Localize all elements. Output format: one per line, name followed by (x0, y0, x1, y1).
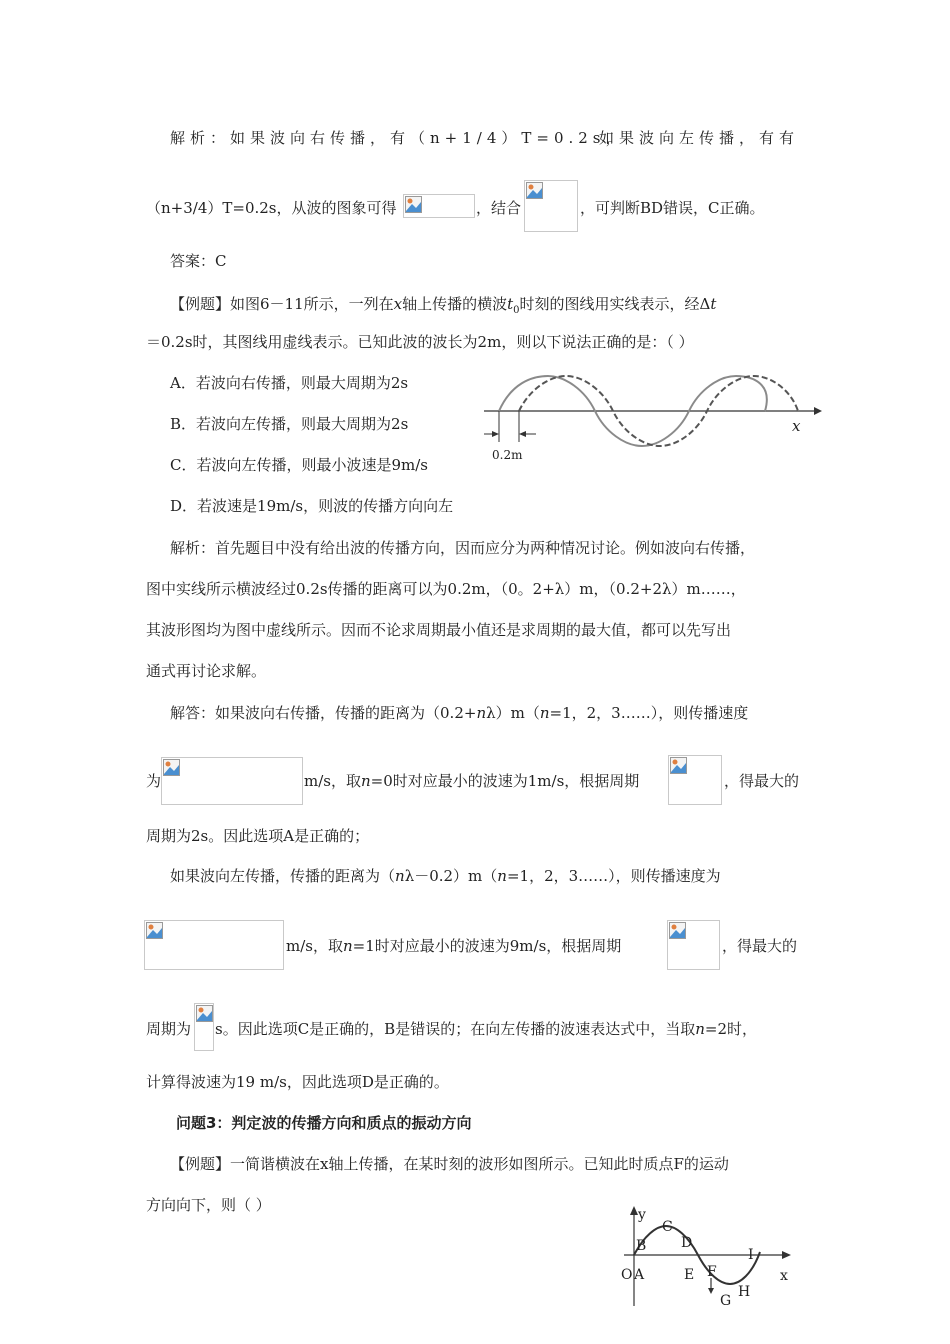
solution-line-2a: 为 (146, 772, 162, 790)
option-b: B．若波向左传播，则最大周期为2s (170, 415, 409, 433)
answer-line: 答案：C (170, 252, 227, 270)
option-a: A．若波向右传播，则最大周期为2s (170, 374, 409, 392)
solution-line-6b: s。因此选项C是正确的，B是错误的；在向左传播的波速表达式中，当取n=2时， (215, 1020, 757, 1038)
point-b-label: B (636, 1238, 647, 1254)
gap-label: 0.2m (492, 448, 523, 462)
point-a-label: A (634, 1267, 645, 1283)
question-3-heading: 问题3：判定波的传播方向和质点的振动方向 (176, 1114, 472, 1132)
broken-image-icon (405, 196, 422, 213)
point-h-label: H (738, 1284, 751, 1300)
x-axis-label: x (792, 417, 801, 435)
solution-line-7: 计算得波速为19 m/s，因此选项D是正确的。 (146, 1073, 449, 1091)
broken-image-icon (526, 182, 543, 199)
option-d: D．若波速是19m/s，则波的传播方向向左 (170, 497, 454, 515)
x-axis-arrow (782, 1251, 791, 1259)
analysis-2-line-1: 解析：首先题目中没有给出波的传播方向，因而应分为两种情况讨论。例如波向右传播， (170, 539, 756, 557)
analysis-line-1: 解析：如果波向右传播，有（n+1/4）T=0.2s， (170, 129, 626, 147)
example-2-line-2: 方向向下，则（ ） (146, 1196, 271, 1214)
point-f-label: F (707, 1264, 717, 1280)
broken-image-icon (669, 922, 686, 939)
point-d-label: D (681, 1235, 693, 1251)
example-1-line-1: 【例题】如图6－11所示，一列在x轴上传播的横波$t_0$时刻的图线用实线表示，经Δt (170, 295, 717, 316)
analysis-2-line-4: 通式再讨论求解。 (146, 662, 267, 680)
x-axis-label: x (780, 1268, 788, 1284)
solution-line-2d: ，得最大的 (724, 772, 800, 790)
solution-line-3: 周期为2s。因此选项A是正确的； (146, 827, 370, 845)
formula-image-placeholder (524, 180, 578, 232)
example-1-line-2: ＝0.2s时，其图线用虚线表示。已知此波的波长为2m，则以下说法正确的是：（ ） (146, 333, 694, 351)
formula-image-placeholder (194, 1003, 214, 1051)
solution-line-4: 如果波向左传播，传播的距离为（nλ－0.2）m（n=1，2，3……），则传播速度为 (170, 867, 721, 885)
formula-image-placeholder (144, 920, 284, 970)
broken-image-icon (163, 759, 180, 776)
formula-image-placeholder (403, 194, 475, 218)
analysis-line-2b: ，结合 (476, 199, 522, 217)
solution-line-6a: 周期为 (146, 1020, 192, 1038)
formula-image-placeholder (667, 920, 720, 970)
example-2-line-1: 【例题】一简谐横波在x轴上传播，在某时刻的波形如图所示。已知此时质点F的运动 (170, 1155, 729, 1173)
broken-image-icon (196, 1005, 213, 1022)
analysis-2-line-2: 图中实线所示横波经过0.2s传播的距离可以为0.2m，（0。2+λ）m，（0.2+2λ）m……， (146, 580, 746, 598)
solution-line-5a: m/s，取n=1时对应最小的波速为9m/s，根据周期 (286, 937, 622, 955)
solution-line-2b: m/s，取n=0时对应最小的波速为1m/s，根据周期 (304, 772, 640, 790)
x-axis-arrow (814, 407, 822, 415)
analysis-line-2a: （n+3/4）T=0.2s，从波的图象可得 (146, 199, 397, 217)
wave-figure-1 (478, 362, 823, 466)
wave-figure-2 (618, 1204, 800, 1308)
gap-left-arrowhead (492, 431, 499, 437)
point-f-arrowhead (708, 1288, 714, 1294)
point-g-label: G (720, 1293, 732, 1308)
point-e-label: E (684, 1267, 695, 1283)
origin-label: O (621, 1267, 633, 1283)
y-axis-arrow (630, 1206, 638, 1215)
formula-image-placeholder (668, 755, 722, 805)
option-c: C．若波向左传播，则最小波速是9m/s (170, 456, 428, 474)
point-c-label: C (662, 1219, 673, 1235)
y-axis-label: y (638, 1207, 646, 1223)
point-i-label: I (748, 1247, 754, 1263)
analysis-2-line-3: 其波形图均为图中虚线所示。因而不论求周期最小值还是求周期的最大值，都可以先写出 (146, 621, 732, 639)
gap-right-arrowhead (519, 431, 526, 437)
broken-image-icon (670, 757, 687, 774)
analysis-line-1-cont: 如果波向左传播，有有 (599, 129, 800, 147)
analysis-line-2c: ，可判断BD错误，C正确。 (580, 199, 765, 217)
solution-line-1: 解答：如果波向右传播，传播的距离为（0.2+nλ）m（n=1，2，3……），则传播速度 (170, 704, 749, 722)
solution-line-5c: ，得最大的 (722, 937, 798, 955)
formula-image-placeholder (161, 757, 303, 805)
broken-image-icon (146, 922, 163, 939)
